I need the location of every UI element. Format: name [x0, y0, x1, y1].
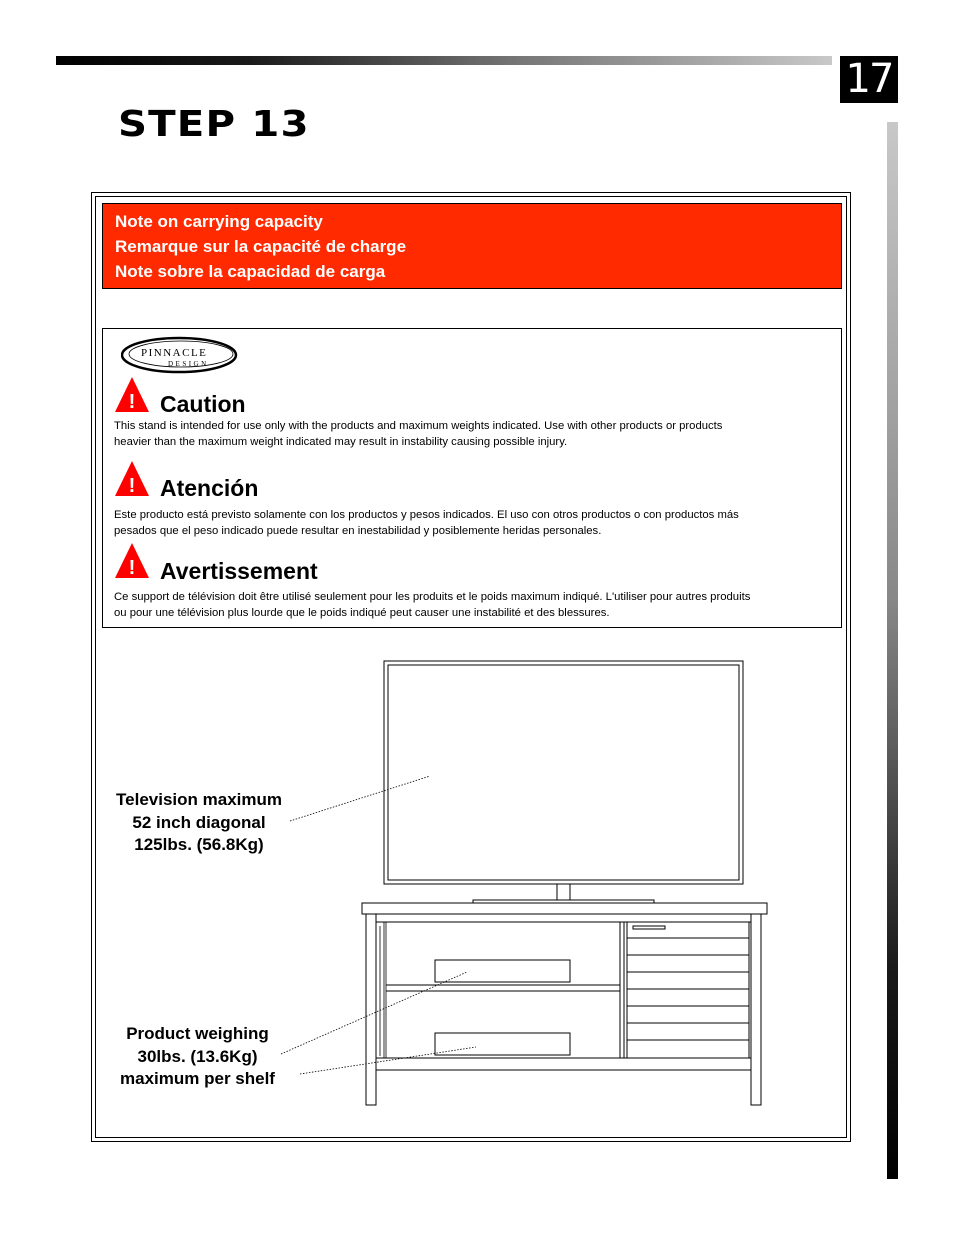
- avertissement-text-line-2: ou pour une télévision plus lourde que le poids indiqué peut causer une instabilité et des blessures.: [114, 607, 610, 619]
- svg-text:!: !: [128, 475, 136, 497]
- logo-text-design: DESIGN: [168, 360, 209, 368]
- tv-stand-drawing: [362, 903, 767, 1105]
- atencion-text-line-2: pesados que el peso indicado puede resultar en inestabilidad y posiblemente heridas personales.: [114, 525, 602, 537]
- page-number: 17: [840, 56, 898, 103]
- avertissement-text-line-1: Ce support de télévision doit être utilisé seulement pour les produits et le poids maximum indiqué. L'utiliser pour autres produits: [114, 591, 751, 603]
- caution-text-line-1: This stand is intended for use only with the products and maximum weights indicated. Use with other products or products: [114, 420, 723, 432]
- shelf-label-line-2: 30lbs. (13.6Kg): [137, 1046, 258, 1066]
- shelf-label-line-1: Product weighing: [126, 1024, 269, 1043]
- note-title-es: Note sobre la capacidad de carga: [115, 262, 386, 281]
- step-title: STEP 13: [118, 104, 310, 145]
- television-drawing: [384, 661, 743, 903]
- tv-capacity-label: [100, 789, 298, 857]
- logo-text-pinnacle: PINNACLE: [141, 347, 208, 359]
- tv-label-line-1: Television maximum: [116, 790, 282, 809]
- atencion-heading: Atención: [160, 475, 259, 501]
- tv-label-line-2: 52 inch diagonal: [132, 812, 266, 832]
- tv-label-line-3: 125lbs. (56.8Kg): [134, 835, 264, 854]
- caution-text-line-2: heavier than the maximum weight indicated may result in instability causing possible injury.: [114, 436, 568, 448]
- shelf-capacity-label: [100, 1023, 295, 1091]
- leader-lines: [281, 776, 476, 1074]
- caution-heading: Caution: [160, 391, 246, 417]
- svg-text:!: !: [128, 557, 136, 579]
- atencion-text-line-1: Este producto está previsto solamente con los productos y pesos indicados. El uso con otros productos o con productos más: [114, 509, 739, 521]
- note-title-en: Note on carrying capacity: [115, 212, 323, 231]
- note-title-fr: Remarque sur la capacité de charge: [115, 237, 407, 256]
- shelf-label-line-3: maximum per shelf: [120, 1069, 275, 1088]
- avertissement-heading: Avertissement: [160, 558, 318, 584]
- svg-text:!: !: [128, 391, 136, 413]
